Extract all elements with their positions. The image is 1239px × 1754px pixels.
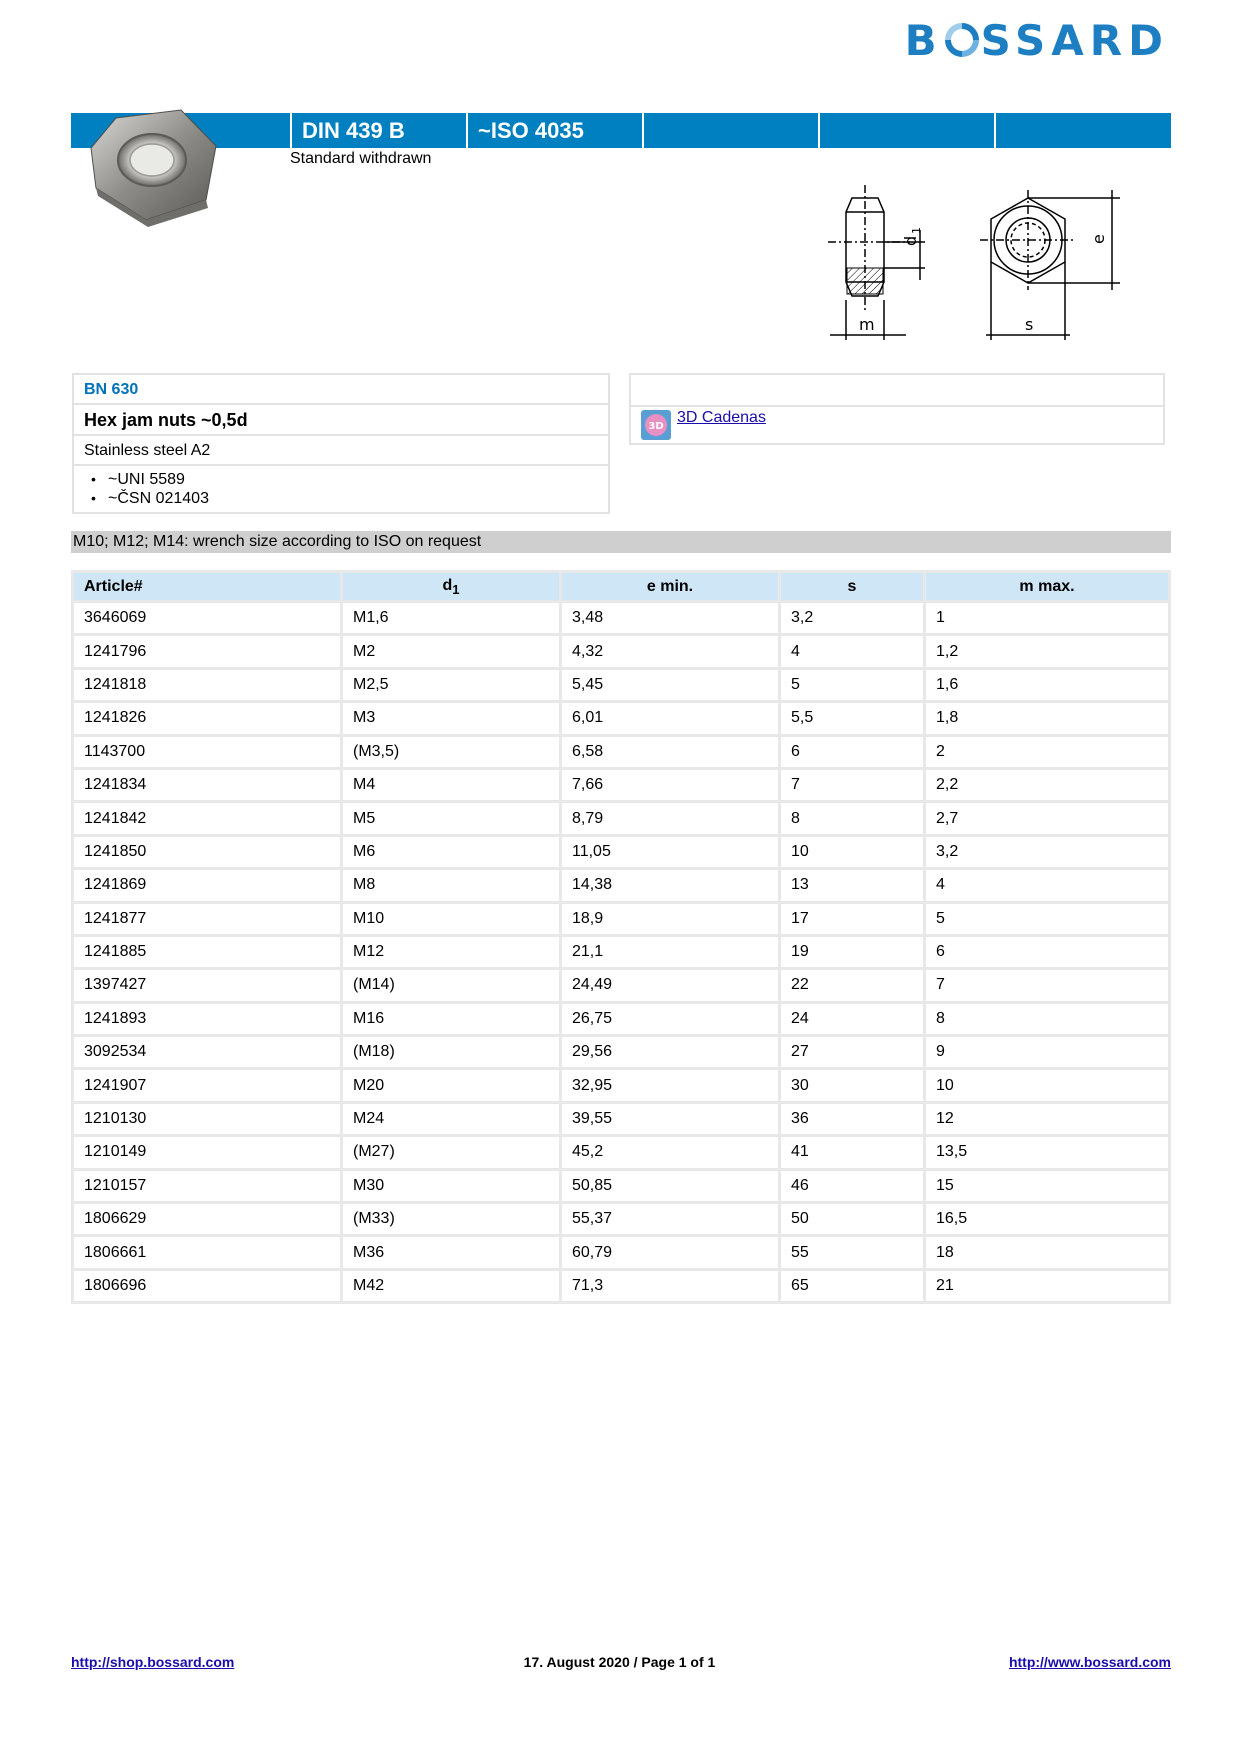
cell-article: 1210157 [71,1171,343,1204]
cell-s: 13 [781,870,926,903]
cell-s: 27 [781,1037,926,1070]
cell-m-max: 21 [926,1271,1171,1304]
table-row [71,770,1171,803]
cell-m-max: 1 [926,603,1171,636]
shop-link[interactable]: http://shop.bossard.com [71,1654,235,1670]
title-segment-empty [818,113,994,148]
cell-d1: M36 [343,1237,562,1270]
title-segment-empty [994,113,1171,148]
table-row [71,1037,1171,1070]
cell-e-min: 39,55 [562,1104,781,1137]
table-row [71,636,1171,669]
cell-m-max: 2 [926,737,1171,770]
cell-d1: M2,5 [343,670,562,703]
cell-e-min: 24,49 [562,970,781,1003]
dim-label-d-sub: 1 [910,227,923,234]
product-name: Hex jam nuts ~0,5d [74,405,608,436]
cell-m-max: 12 [926,1104,1171,1137]
technical-drawing [820,180,1150,350]
cell-e-min: 50,85 [562,1171,781,1204]
cell-d1: M5 [343,803,562,836]
dim-label-s: s [1025,315,1034,334]
cell-article: 1806629 [71,1204,343,1237]
logo-o-mark-icon [945,23,979,57]
cell-article: 1806696 [71,1271,343,1304]
cell-m-max: 1,6 [926,670,1171,703]
dim-label-e: e [1089,234,1108,244]
website-link[interactable]: http://www.bossard.com [1008,1654,1171,1670]
cell-d1: M3 [343,703,562,736]
table-row [71,1271,1171,1304]
table-row [71,837,1171,870]
standard-title-bar [71,113,1171,148]
title-segment-empty [642,113,818,148]
column-header-s: s [781,570,926,603]
cell-e-min: 6,58 [562,737,781,770]
cell-d1: M6 [343,837,562,870]
logo-text-left: B [904,15,943,65]
cell-article: 1241850 [71,837,343,870]
cell-s: 55 [781,1237,926,1270]
cell-e-min: 29,56 [562,1037,781,1070]
cell-m-max: 5 [926,904,1171,937]
related-standards [74,466,608,512]
cell-article: 1210149 [71,1137,343,1170]
table-row [71,904,1171,937]
cell-d1: M2 [343,636,562,669]
cell-d1: M12 [343,937,562,970]
cell-s: 30 [781,1070,926,1103]
cell-e-min: 18,9 [562,904,781,937]
table-row [71,803,1171,836]
cell-d1: M24 [343,1104,562,1137]
cell-s: 3,2 [781,603,926,636]
table-row [71,1070,1171,1103]
cell-m-max: 2,7 [926,803,1171,836]
svg-text:3D: 3D [648,421,664,432]
cell-e-min: 4,32 [562,636,781,669]
column-header-d1: $d_1$ [343,570,562,603]
cell-m-max: 3,2 [926,837,1171,870]
table-row [71,1004,1171,1037]
product-material: Stainless steel A2 [74,436,608,466]
cell-d1: M42 [343,1271,562,1304]
table-row [71,1237,1171,1270]
cell-s: 6 [781,737,926,770]
cell-s: 4 [781,636,926,669]
cell-article: 1143700 [71,737,343,770]
cell-m-max: 2,2 [926,770,1171,803]
cell-s: 46 [781,1171,926,1204]
cell-e-min: 14,38 [562,870,781,903]
cell-s: 10 [781,837,926,870]
cad-download-box [629,373,1165,445]
dim-label-m: m [859,315,875,334]
cell-article: 1241834 [71,770,343,803]
cell-e-min: 11,05 [562,837,781,870]
cell-s: 8 [781,803,926,836]
cell-s: 5,5 [781,703,926,736]
cell-d1: M1,6 [343,603,562,636]
cell-s: 36 [781,1104,926,1137]
table-body [71,603,1171,1304]
logo-text-right: SSARD [980,15,1169,65]
standard-item: • ~ČSN 021403 [84,489,598,508]
cell-s: 50 [781,1204,926,1237]
table-row [71,603,1171,636]
cell-s: 17 [781,904,926,937]
cell-m-max: 9 [926,1037,1171,1070]
table-row [71,870,1171,903]
cell-article: 1241907 [71,1070,343,1103]
cell-s: 65 [781,1271,926,1304]
cell-m-max: 1,8 [926,703,1171,736]
cell-e-min: 7,66 [562,770,781,803]
cell-s: 7 [781,770,926,803]
product-code: BN 630 [74,375,608,405]
cell-article: 1241885 [71,937,343,970]
cell-article: 3646069 [71,603,343,636]
cell-m-max: 16,5 [926,1204,1171,1237]
cadenas-3d-link[interactable]: 3D Cadenas [677,409,766,426]
cell-e-min: 60,79 [562,1237,781,1270]
column-header-article: Article# [71,570,343,603]
table-header-row [71,570,1171,603]
cell-d1: M20 [343,1070,562,1103]
cell-s: 41 [781,1137,926,1170]
cell-d1: (M18) [343,1037,562,1070]
cell-e-min: 71,3 [562,1271,781,1304]
dimensions-table [71,570,1171,1304]
cell-d1: M10 [343,904,562,937]
cad-box-body [631,407,1163,443]
cell-article: 1241842 [71,803,343,836]
cell-m-max: 6 [926,937,1171,970]
cell-article: 3092534 [71,1037,343,1070]
table-row [71,937,1171,970]
table-row [71,670,1171,703]
cell-article: 1397427 [71,970,343,1003]
cell-article: 1241869 [71,870,343,903]
table-row [71,970,1171,1003]
cell-m-max: 1,2 [926,636,1171,669]
cell-d1: (M27) [343,1137,562,1170]
cell-d1: M16 [343,1004,562,1037]
cell-d1: M4 [343,770,562,803]
product-info-box [72,373,610,514]
cell-s: 5 [781,670,926,703]
column-header-m-max: m max. [926,570,1171,603]
cell-m-max: 15 [926,1171,1171,1204]
cell-article: 1210130 [71,1104,343,1137]
cell-d1: (M3,5) [343,737,562,770]
cell-e-min: 26,75 [562,1004,781,1037]
cad-box-header [631,375,1163,407]
cell-m-max: 18 [926,1237,1171,1270]
column-header-e-min: e min. [562,570,781,603]
cell-e-min: 5,45 [562,670,781,703]
bossard-logo [904,15,1169,65]
cell-s: 19 [781,937,926,970]
cell-d1: (M33) [343,1204,562,1237]
cell-e-min: 32,95 [562,1070,781,1103]
cell-m-max: 10 [926,1070,1171,1103]
table-row [71,1137,1171,1170]
cell-article: 1806661 [71,1237,343,1270]
cell-m-max: 4 [926,870,1171,903]
cell-d1: M8 [343,870,562,903]
cell-e-min: 3,48 [562,603,781,636]
dim-label-d: d [901,235,920,246]
standard-status-note: Standard withdrawn [290,150,432,167]
table-row [71,1204,1171,1237]
cell-m-max: 13,5 [926,1137,1171,1170]
table-row [71,1171,1171,1204]
cell-m-max: 7 [926,970,1171,1003]
cell-e-min: 21,1 [562,937,781,970]
date-page-info: 17. August 2020 / Page 1 of 1 [523,1654,716,1670]
wrench-size-note: M10; M12; M14: wrench size according to ISO on request [71,531,1171,553]
cadenas-3d-icon[interactable] [641,410,671,440]
cell-m-max: 8 [926,1004,1171,1037]
cell-d1: M30 [343,1171,562,1204]
cell-e-min: 45,2 [562,1137,781,1170]
cell-article: 1241877 [71,904,343,937]
cell-article: 1241826 [71,703,343,736]
cell-s: 24 [781,1004,926,1037]
cell-article: 1241796 [71,636,343,669]
table-row [71,1104,1171,1137]
table-row [71,703,1171,736]
title-segment-iso: ~ISO 4035 [466,113,642,148]
cell-article: 1241893 [71,1004,343,1037]
title-segment-din: DIN 439 B [290,113,466,148]
standard-item: • ~UNI 5589 [84,470,598,489]
cell-e-min: 6,01 [562,703,781,736]
cell-article: 1241818 [71,670,343,703]
cell-e-min: 8,79 [562,803,781,836]
hex-nut-photo [86,108,226,228]
table-row [71,737,1171,770]
cell-e-min: 55,37 [562,1204,781,1237]
cell-d1: (M14) [343,970,562,1003]
cell-s: 22 [781,970,926,1003]
